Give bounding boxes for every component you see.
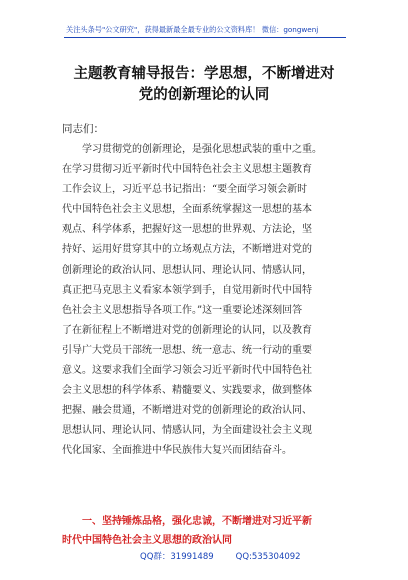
header-banner bbox=[64, 24, 346, 38]
body-line: 工作会议上，习近平总书记指出：“要全面学习领会新时 bbox=[62, 184, 308, 196]
body-line: 代化国家、全面推进中华民族伟大复兴而团结奋斗。 bbox=[62, 445, 292, 457]
footer-qq-group: QQ群：31991489 bbox=[140, 552, 214, 562]
footer-qq: QQ:535304092 bbox=[235, 552, 301, 562]
document-title bbox=[40, 64, 368, 106]
body-line: 学习贯彻党的创新理论，是强化思想武装的重中之重。 bbox=[62, 144, 322, 155]
body-line: 观点、科学体系，把握好这一思想的世界观、方法论，坚 bbox=[62, 224, 312, 236]
section-heading-line-2: 时代中国特色社会主义思想的政治认同 bbox=[62, 535, 232, 546]
body-line: 了在新征程上不断增进对党的创新理论的认同，以及教育 bbox=[62, 324, 312, 336]
body-line: 创新理论的政治认同、思想认同、理论认同、情感认同， bbox=[62, 264, 312, 276]
body-line: 真正把马克思主义看家本领学到手，自觉用新时代中国特 bbox=[62, 284, 312, 296]
salutation: 同志们： bbox=[62, 123, 104, 135]
body-line: 意义。这要求我们全面学习领会习近平新时代中国特色社 bbox=[62, 365, 312, 377]
section-heading bbox=[62, 512, 352, 550]
section-heading-line-1: 一、坚持锤炼品格，强化忠诚，不断增进对习近平新 bbox=[62, 516, 312, 527]
body-paragraph bbox=[62, 140, 347, 462]
header-text: 关注头条号"公文研究"，获得最新最全最专业的公文资料库！ 微信：gongwenj bbox=[66, 25, 319, 34]
body-line: 引导广大党员干部统一思想、统一意志、统一行动的重要 bbox=[62, 344, 312, 356]
footer-contact bbox=[140, 550, 323, 562]
title-line-1: 主题教育辅导报告：学思想，不断增进对 bbox=[73, 66, 335, 82]
body-line: 代中国特色社会主义思想，全面系统掌握这一思想的基本 bbox=[62, 204, 312, 216]
body-line: 把握、融会贯通，不断增进对党的创新理论的政治认同、 bbox=[62, 405, 312, 417]
body-line: 色社会主义思想指导各项工作。”这一重要论述深刻回答 bbox=[62, 304, 303, 316]
body-line: 思想认同、理论认同、情感认同，为全面建设社会主义现 bbox=[62, 425, 312, 437]
body-line: 持好、运用好贯穿其中的立场观点方法，不断增进对党的 bbox=[62, 244, 312, 256]
body-line: 会主义思想的科学体系、精髓要义、实践要求，做到整体 bbox=[62, 385, 312, 397]
title-line-2: 党的创新理论的认同 bbox=[138, 87, 270, 103]
body-line: 在学习贯彻习近平新时代中国特色社会主义思想主题教育 bbox=[62, 164, 312, 176]
